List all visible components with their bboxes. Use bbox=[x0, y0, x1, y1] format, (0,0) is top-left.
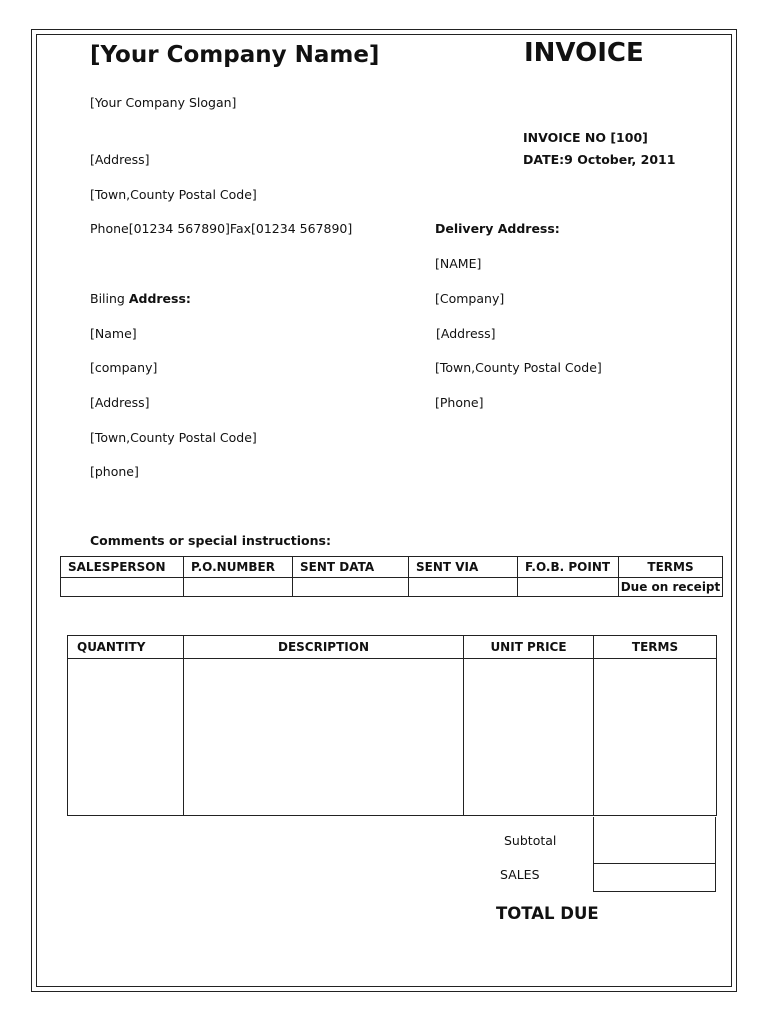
po-number-cell bbox=[184, 578, 293, 597]
col-description: DESCRIPTION bbox=[184, 636, 464, 659]
item-terms-cell bbox=[594, 659, 717, 816]
company-name: [Your Company Name] bbox=[90, 42, 380, 68]
description-cell bbox=[184, 659, 464, 816]
delivery-address: [Address] bbox=[436, 326, 496, 341]
delivery-company: [Company] bbox=[435, 291, 505, 306]
col-sent-data: SENT DATA bbox=[293, 557, 409, 578]
terms-cell: Due on receipt bbox=[619, 578, 723, 597]
col-salesperson: SALESPERSON bbox=[61, 557, 184, 578]
company-slogan: [Your Company Slogan] bbox=[90, 95, 237, 110]
col-unit-price: UNIT PRICE bbox=[464, 636, 594, 659]
col-item-terms: TERMS bbox=[594, 636, 717, 659]
col-fob-point: F.O.B. POINT bbox=[518, 557, 619, 578]
delivery-town: [Town,County Postal Code] bbox=[435, 360, 602, 375]
fob-point-cell bbox=[518, 578, 619, 597]
col-terms: TERMS bbox=[619, 557, 723, 578]
salesperson-cell bbox=[61, 578, 184, 597]
line-items-body-row bbox=[68, 659, 717, 816]
unit-price-cell bbox=[464, 659, 594, 816]
billing-address: [Address] bbox=[90, 395, 150, 410]
billing-phone: [phone] bbox=[90, 464, 139, 479]
order-info-table bbox=[60, 556, 723, 597]
invoice-number: INVOICE NO [100] bbox=[523, 130, 648, 145]
totals-divider bbox=[594, 863, 715, 864]
sender-town: [Town,County Postal Code] bbox=[90, 187, 257, 202]
sent-via-cell bbox=[409, 578, 518, 597]
billing-label-bold: Address: bbox=[128, 291, 191, 306]
delivery-address-label: Delivery Address: bbox=[435, 221, 560, 236]
line-items-header-row bbox=[68, 636, 717, 659]
order-info-header-row bbox=[61, 557, 723, 578]
billing-town: [Town,County Postal Code] bbox=[90, 430, 257, 445]
col-quantity: QUANTITY bbox=[68, 636, 184, 659]
total-due-label: TOTAL DUE bbox=[496, 904, 599, 923]
billing-company: [company] bbox=[90, 360, 158, 375]
billing-address-label bbox=[90, 291, 191, 306]
sent-data-cell bbox=[293, 578, 409, 597]
line-items-table bbox=[67, 635, 717, 816]
invoice-title: INVOICE bbox=[524, 38, 644, 68]
quantity-cell bbox=[68, 659, 184, 816]
sender-address: [Address] bbox=[90, 152, 150, 167]
delivery-name: [NAME] bbox=[435, 256, 482, 271]
comments-label: Comments or special instructions: bbox=[90, 533, 331, 548]
col-po-number: P.O.NUMBER bbox=[184, 557, 293, 578]
order-info-value-row bbox=[61, 578, 723, 597]
sales-label: SALES bbox=[500, 867, 540, 882]
billing-label-prefix: Biling bbox=[90, 291, 129, 306]
delivery-phone: [Phone] bbox=[435, 395, 484, 410]
col-sent-via: SENT VIA bbox=[409, 557, 518, 578]
invoice-date: DATE:9 October, 2011 bbox=[523, 152, 676, 167]
sender-phone-fax: Phone[01234 567890]Fax[01234 567890] bbox=[90, 221, 353, 236]
subtotal-label: Subtotal bbox=[504, 833, 557, 848]
totals-box bbox=[593, 817, 716, 892]
billing-name: [Name] bbox=[90, 326, 137, 341]
